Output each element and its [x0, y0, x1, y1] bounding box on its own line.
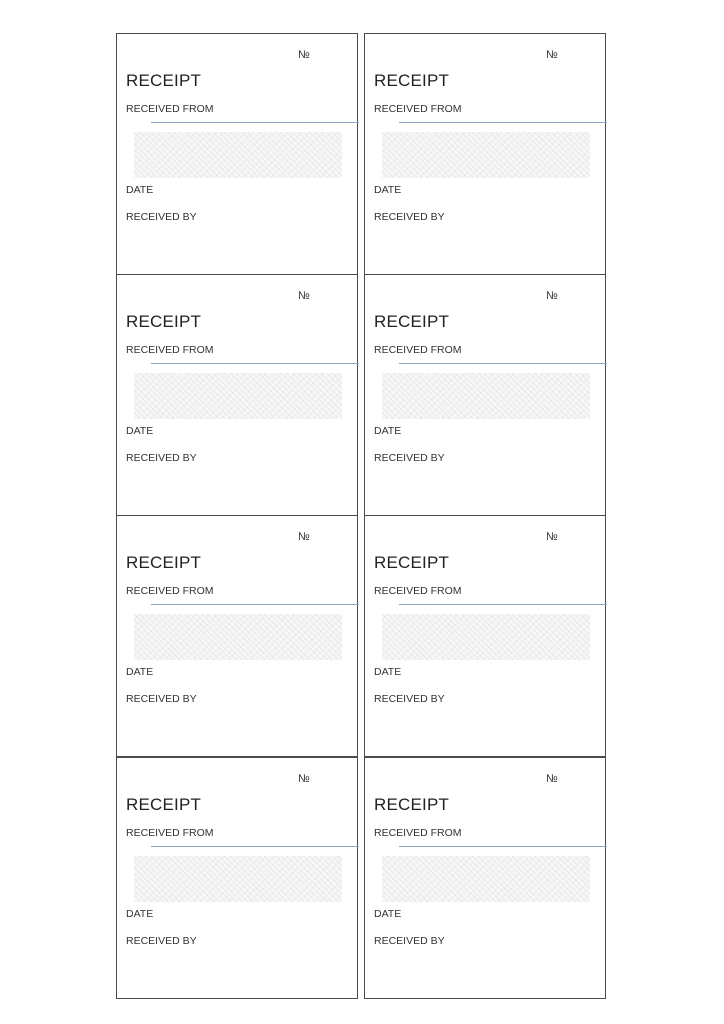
date-label: DATE — [374, 425, 402, 437]
received-from-label: RECEIVED FROM — [126, 344, 214, 356]
received-by-label: RECEIVED BY — [374, 211, 445, 223]
receipt-title: RECEIPT — [374, 71, 450, 90]
receipt-number-label: № — [298, 773, 310, 785]
receipt-card — [364, 274, 606, 516]
received-by-label: RECEIVED BY — [374, 452, 445, 464]
receipt-title: RECEIPT — [126, 795, 202, 814]
receipt-number-label: № — [546, 773, 558, 785]
receipt-title: RECEIPT — [374, 795, 450, 814]
amount-area — [134, 614, 342, 660]
date-label: DATE — [374, 666, 402, 678]
receipt-title: RECEIPT — [126, 312, 202, 331]
date-label: DATE — [374, 184, 402, 196]
receipt-title: RECEIPT — [374, 312, 450, 331]
received-from-line — [151, 122, 359, 123]
receipt-number-label: № — [546, 290, 558, 302]
receipt-title: RECEIPT — [374, 553, 450, 572]
receipt-card — [364, 515, 606, 757]
received-by-label: RECEIVED BY — [374, 693, 445, 705]
date-label: DATE — [126, 666, 154, 678]
received-by-label: RECEIVED BY — [126, 935, 197, 947]
received-from-line — [151, 604, 359, 605]
receipt-card — [116, 33, 358, 275]
receipt-number-label: № — [298, 49, 310, 61]
date-label: DATE — [126, 908, 154, 920]
received-by-label: RECEIVED BY — [374, 935, 445, 947]
receipt-card — [116, 515, 358, 757]
received-from-line — [399, 604, 607, 605]
received-by-label: RECEIVED BY — [126, 211, 197, 223]
receipt-title: RECEIPT — [126, 553, 202, 572]
receipt-sheet — [116, 33, 606, 999]
received-from-line — [151, 363, 359, 364]
date-label: DATE — [374, 908, 402, 920]
receipt-title: RECEIPT — [126, 71, 202, 90]
received-from-label: RECEIVED FROM — [374, 827, 462, 839]
received-from-label: RECEIVED FROM — [374, 344, 462, 356]
amount-area — [382, 132, 590, 178]
receipt-card — [364, 757, 606, 999]
receipt-number-label: № — [298, 531, 310, 543]
received-from-label: RECEIVED FROM — [374, 103, 462, 115]
received-from-label: RECEIVED FROM — [126, 585, 214, 597]
received-from-line — [151, 846, 359, 847]
received-by-label: RECEIVED BY — [126, 693, 197, 705]
receipt-card — [116, 274, 358, 516]
receipt-number-label: № — [546, 531, 558, 543]
amount-area — [382, 373, 590, 419]
amount-area — [382, 614, 590, 660]
date-label: DATE — [126, 184, 154, 196]
receipt-card — [116, 757, 358, 999]
date-label: DATE — [126, 425, 154, 437]
received-from-label: RECEIVED FROM — [126, 827, 214, 839]
received-from-line — [399, 363, 607, 364]
received-from-label: RECEIVED FROM — [126, 103, 214, 115]
received-from-line — [399, 846, 607, 847]
receipt-card — [364, 33, 606, 275]
received-from-label: RECEIVED FROM — [374, 585, 462, 597]
received-by-label: RECEIVED BY — [126, 452, 197, 464]
amount-area — [382, 856, 590, 902]
amount-area — [134, 856, 342, 902]
amount-area — [134, 373, 342, 419]
receipt-number-label: № — [298, 290, 310, 302]
amount-area — [134, 132, 342, 178]
receipt-number-label: № — [546, 49, 558, 61]
received-from-line — [399, 122, 607, 123]
